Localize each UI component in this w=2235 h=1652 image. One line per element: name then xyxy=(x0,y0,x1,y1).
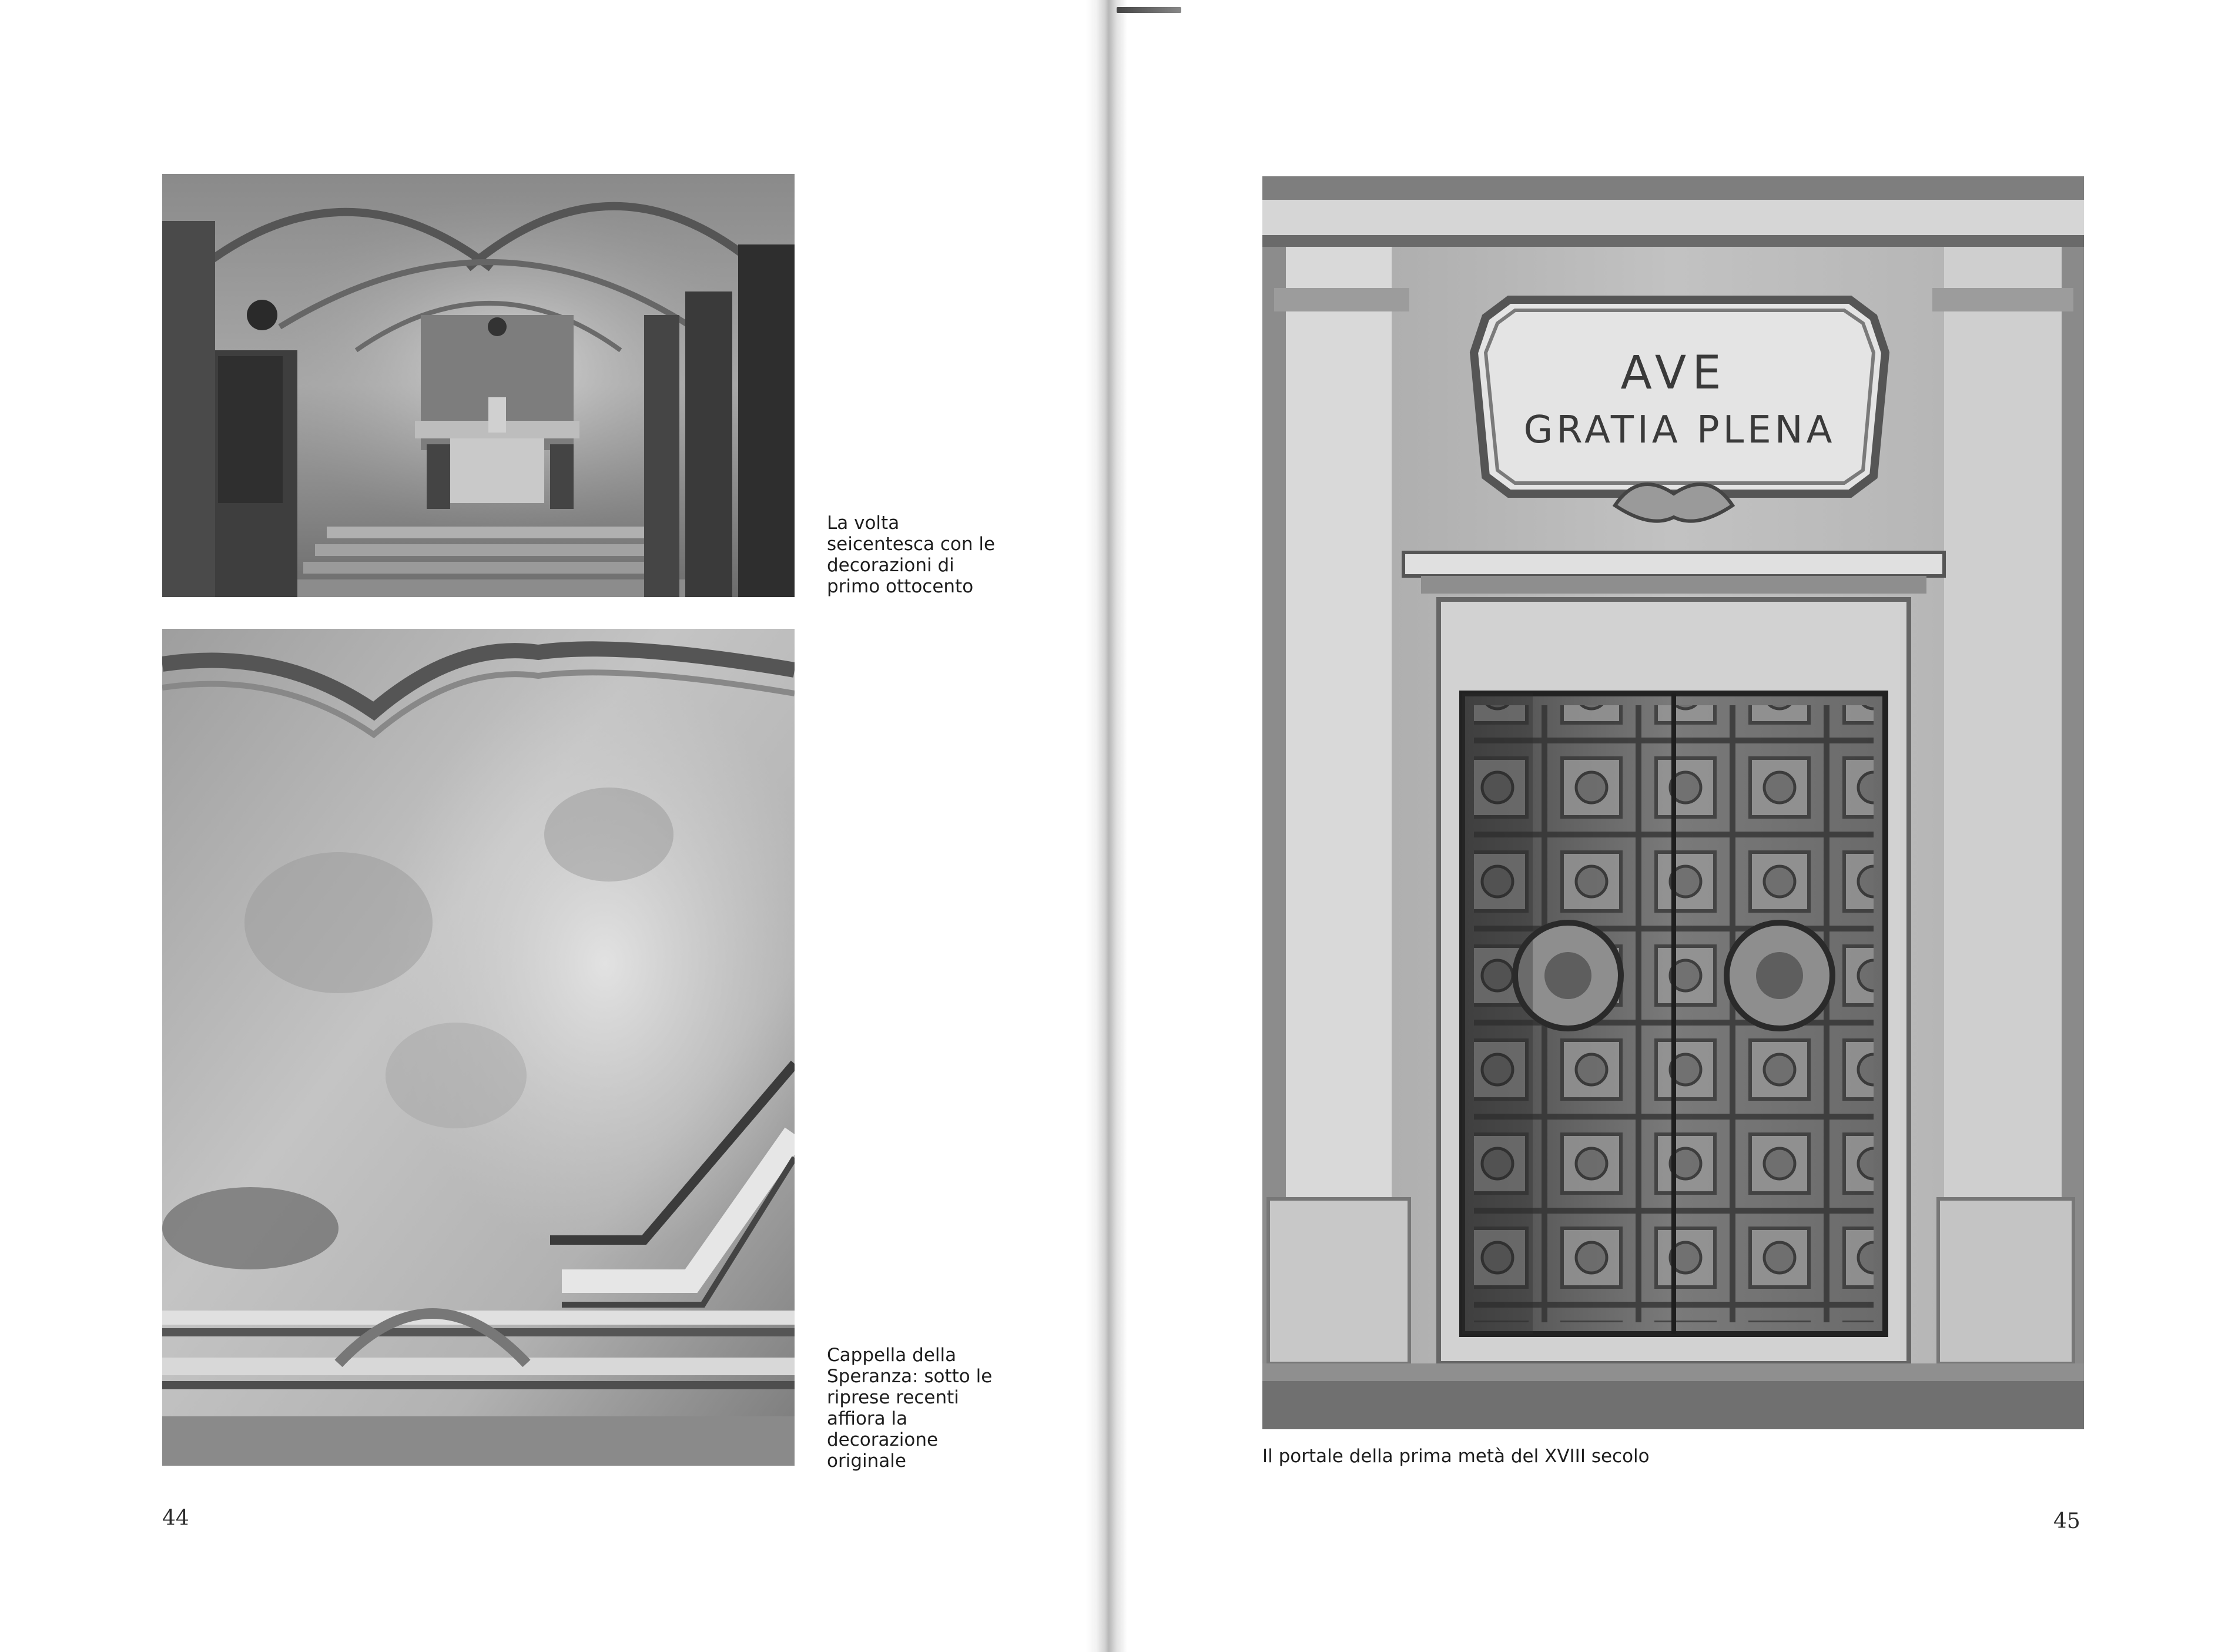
binding-edge xyxy=(1117,7,1181,13)
inscription-ave: AVE xyxy=(1620,347,1727,400)
portal-photo xyxy=(1262,176,2084,1429)
inscription-gratia-plena: GRATIA PLENA xyxy=(1523,408,1836,452)
church-interior-photo xyxy=(162,174,795,597)
ceiling-decoration-photo xyxy=(162,629,795,1466)
caption-portal: Il portale della prima metà del XVIII secolo xyxy=(1262,1446,1650,1467)
book-gutter xyxy=(1086,0,1127,1652)
page-number-right: 45 xyxy=(2053,1509,2080,1533)
caption-ceiling-decoration: Cappella della Speranza: sotto le riprese recenti affiora la decorazione originale xyxy=(827,1345,993,1472)
caption-church-interior: La volta seicentesca con le decorazioni di primo ottocento xyxy=(827,512,996,597)
page-number-left: 44 xyxy=(162,1506,189,1530)
